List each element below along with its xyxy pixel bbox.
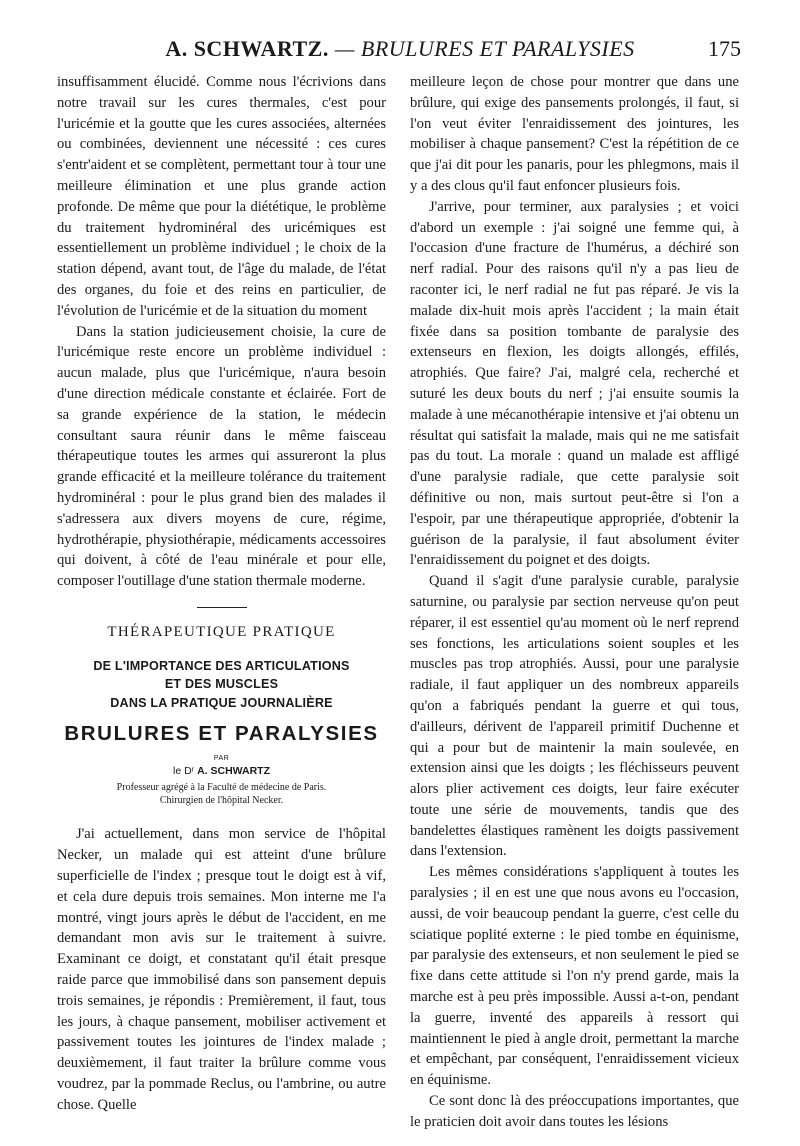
right-column bbox=[410, 72, 739, 1133]
left-column bbox=[57, 72, 386, 1116]
running-title bbox=[55, 36, 745, 62]
paragraph: Quand il s'agit d'une paralysie curable, paralysie saturnine, ou paralysie par section nerveuse qu'on peut réparer, il est essentiel qu'au moment où le nerf reprend ses fonctions, les articulations soient souples et les muscles pas trop atrophiés. Aussi, pour une paralysie radiale, il faut appliquer un des nombreux appareils qu'on a fabriqués pendant la guerre et qui tous, d'ailleurs, dérivent de l'appareil primitif Duchenne et qui a pour but de maintenir la main soulevée, en extension ainsi que les doigts ; les fléchisseurs peuvent alors plier activement ces doigts, leur faire exécuter toute une série de mouvements, tandis que des bandelettes élastiques ramènent les doigts passivement dans l'extension. bbox=[410, 573, 739, 860]
paragraph: Les mêmes considérations s'appliquent à toutes les paralysies ; il en est une que nous avons eu l'occasion, aussi, de voir beaucoup pendant la guerre, c'est celle du sciatique poplité externe : le pied tombe en équinisme, par paralysie des extenseurs, et non seulement le pied se fixe dans cette attitude si l'on n'y prend garde, mais la marche est à peu près impossible. Aussi a-t-on, pendant la guerre, inventé des appareils à ressort qui maintiennent le pied à angle droit, permettant la marche et empêchant, par conséquent, l'enraidissement vicieux en équinisme. bbox=[410, 864, 739, 1089]
article-paragraph: J'ai actuellement, dans mon service de l'hôpital Necker, un malade qui est atteint d'une brûlure superficielle de l'index ; presque tout le doigt est à vif, et cela dure depuis trois semaines. Mon interne me l'a montré, vingt jours après le début de l'accident, en me demandant mon avis sur le traitement à suivre. Examinant ce doigt, et constatant qu'il était presque raide parce que immobilisé dans son pansement depuis trois semaines, je répondis : Premièrement, il faut, tous les jours, à chaque pansement, mobiliser activement et passivement toutes les jointures de l'index malade ; deuxièmement, il faut traiter la brûlure comme vous voudrez, par la pommade Reclus, ou l'ambrine, ou autre chose. Quelle bbox=[57, 826, 386, 1113]
paragraph: meilleure leçon de chose pour montrer que dans une brûlure, qui exige des pansements prolongés, il faut, si l'on veut éviter l'enraidissement des jointures, les mobiliser à chaque pansement? C'est la répétition de ce que j'ai dit pour les panaris, pour les phlegmons, mais il y a des clous qu'il faut enfoncer plusieurs fois. bbox=[410, 74, 739, 194]
paragraph: J'arrive, pour terminer, aux paralysies ; et voici d'abord un exemple : j'ai soigné une femme qui, à l'occasion d'une fracture de l'humérus, a déchiré son nerf radial. Pour des raisons qu'il n'y a pas lieu de raconter ici, le nerf radial ne fut pas réparé. Je vis la malade dix-huit mois après l'accident ; la main était fixée dans sa position tombante de paralysie des extenseurs en flexion, les doigts allongés, effilés, atrophiés. Que faire? J'ai, malgré cela, recherché et suturé les deux bouts du nerf ; j'ai ensuite soumis la malade à une mécanothérapie intensive et j'ai obtenu un résultat qui satisfait la malade, mais qui ne me satisfait pas du tout. La morale : quand un malade est affligé d'une paralysie radiale, que cette paralysie soit définitive ou non, mais surtout peut-être si l'on a l'espoir, par une thérapeutique appropriée, d'obtenir la guérison de la paralysie, il faut absolument éviter l'enraidissement du poignet et des doigts. bbox=[410, 198, 739, 569]
subheading-line: DE L'IMPORTANCE DES ARTICULATIONS bbox=[93, 658, 350, 673]
affiliation-line: Chirurgien de l'hôpital Necker. bbox=[159, 795, 284, 807]
page-number: 175 bbox=[708, 36, 741, 61]
paragraph: Ce sont donc là des préoccupations importantes, que le praticien doit avoir dans toutes les lésions bbox=[410, 1093, 739, 1130]
section-separator bbox=[197, 607, 247, 608]
byline-author bbox=[57, 765, 386, 777]
affiliation-line: Professeur agrégé à la Faculté de médecine de Paris. bbox=[116, 782, 327, 794]
running-title-author: A. SCHWARTZ. bbox=[165, 36, 329, 61]
author-prefix: le Dʳ bbox=[172, 765, 198, 778]
article-subheading bbox=[57, 657, 386, 713]
subheading-line: DANS LA PRATIQUE JOURNALIÈRE bbox=[110, 695, 333, 710]
running-header bbox=[55, 36, 745, 68]
paragraph: insuffisamment élucidé. Comme nous l'écrivions dans notre travail sur les cures thermales, c'est pour l'uricémie et la goutte que les cures associées, alternées ou combinées, deviennent une nécessité : ces cures s'entr'aident et se complètent, permettant tour à tour une meilleure élimination et une plus grande action profonde. De même que pour la diététique, le problème du traitement hydrominéral des uricémiques est essentiellement un problème individuel ; le choix de la station dépend, avant tout, de l'âge du malade, de l'état des organes, du foie et des reins en particulier, de l'évolution de l'uricémie et de la situation du moment bbox=[57, 74, 386, 319]
author-affiliation bbox=[57, 781, 386, 807]
section-heading: THÉRAPEUTIQUE PRATIQUE bbox=[107, 623, 336, 640]
article-title: BRULURES ET PARALYSIES bbox=[64, 722, 379, 746]
author-name: A. SCHWARTZ bbox=[197, 765, 271, 778]
paragraph: Dans la station judicieusement choisie, la cure de l'uricémique reste encore un problème individuel : aucun malade, plus que l'uricémique, n'aura besoin d'une direction médicale constante et éclairée. Fort de sa grande expérience de la station, le médecin consultant saura réunir dans le même faisceau thérapeutique toutes les armes qui assureront la plus grande efficacité et la meilleure tolérance du traitement hydrominéral : pour le plus grand bien des malades il s'adressera aux divers moyens de cure, régime, hydrothérapie, physiothérapie, médicaments accessoires qui doivent, à côté de l'eau minérale et pour elle, composer l'outillage d'une station thermale moderne. bbox=[57, 323, 386, 590]
running-title-subject: — BRULURES ET PARALYSIES bbox=[328, 36, 635, 61]
byline-par: PAR bbox=[213, 755, 230, 763]
subheading-line: ET DES MUSCLES bbox=[164, 677, 279, 692]
